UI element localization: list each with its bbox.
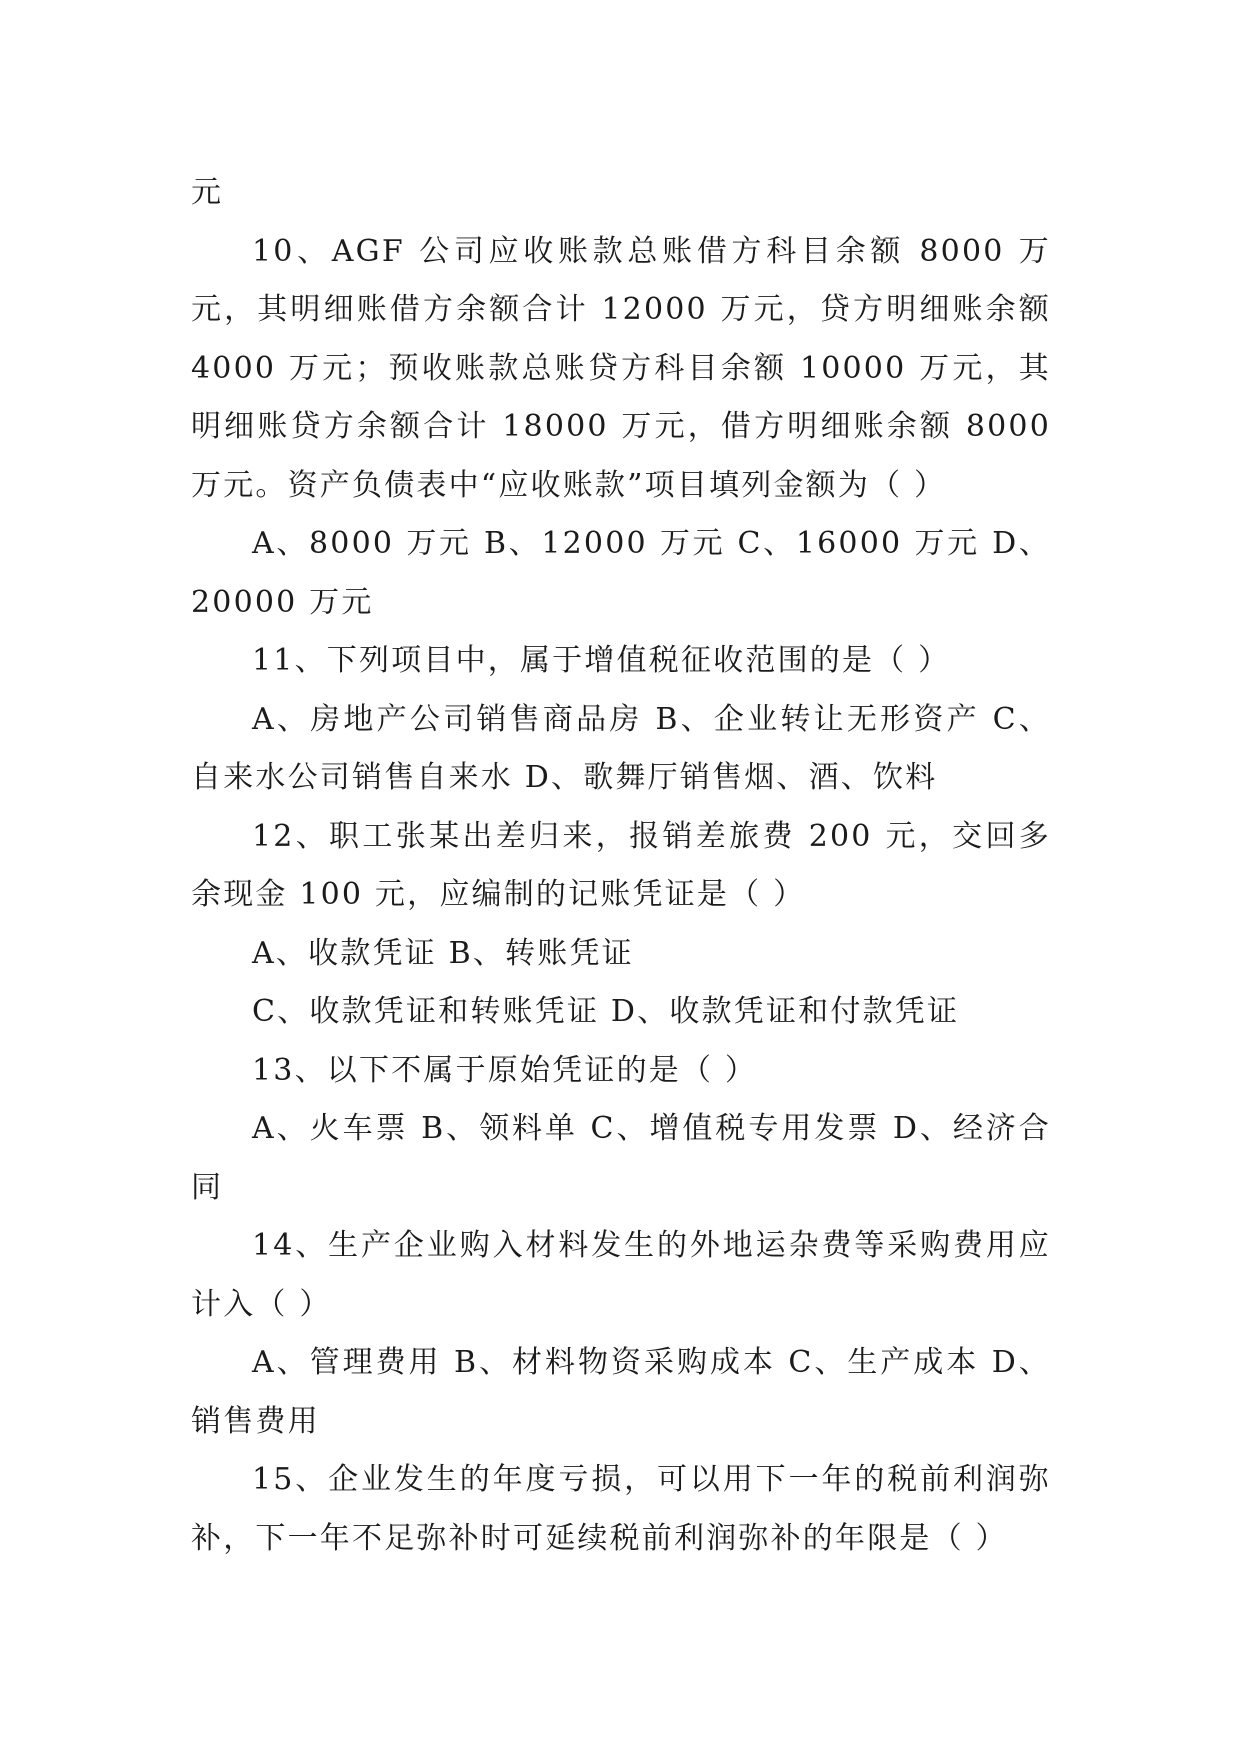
question-14-options: A、管理费用 B、材料物资采购成本 C、生产成本 D、销售费用 xyxy=(191,1345,1051,1439)
document-body xyxy=(191,164,1051,1568)
question-14: 14、生产企业购入材料发生的外地运杂费等采购费用应计入（ ） xyxy=(191,1228,1051,1322)
question-11: 11、下列项目中，属于增值税征收范围的是（ ） xyxy=(252,643,951,678)
question-13-options: A、火车票 B、领料单 C、增值税专用发票 D、经济合同 xyxy=(191,1111,1051,1205)
question-12: 12、职工张某出差归来，报销差旅费 200 元，交回多余现金 100 元，应编制的记账凭证是（ ） xyxy=(191,818,1051,912)
question-11-options: A、房地产公司销售商品房 B、企业转让无形资产 C、自来水公司销售自来水 D、歌舞厅销售烟、酒、饮料 xyxy=(191,701,1051,795)
question-15: 15、企业发生的年度亏损，可以用下一年的税前利润弥补，下一年不足弥补时可延续税前利润弥补的年限是（ ） xyxy=(191,1462,1051,1556)
question-12-options-line-2: C、收款凭证和转账凭证 D、收款凭证和付款凭证 xyxy=(252,994,960,1029)
question-10: 10、AGF 公司应收账款总账借方科目余额 8000 万元，其明细账借方余额合计 12000 万元，贷方明细账余额 4000 万元；预收账款总账贷方科目余额 10000 万元，其明细账贷方余额合计 18000 万元，借方明细账余额 8000 万元。资产负债表中“应收账款”项目填列金额为（ ） xyxy=(191,233,1051,503)
question-13: 13、以下不属于原始凭证的是（ ） xyxy=(252,1052,758,1088)
question-12-options-line-1: A、收款凭证 B、转账凭证 xyxy=(252,935,634,971)
question-10-options: A、8000 万元 B、12000 万元 C、16000 万元 D、20000 万元 xyxy=(191,526,1051,620)
continuation-text: 元 xyxy=(191,175,224,210)
